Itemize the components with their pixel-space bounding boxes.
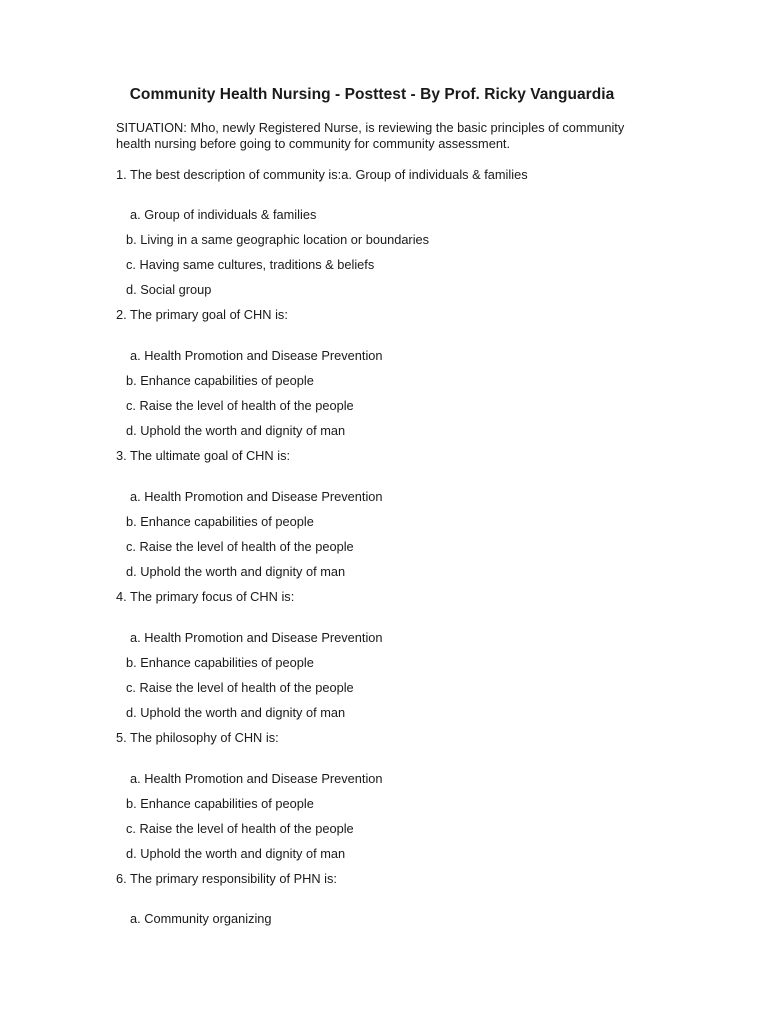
document-title: Community Health Nursing - Posttest - By Prof. Ricky Vanguardia — [129, 86, 615, 103]
question-5: 5. The philosophy of CHN is: — [116, 730, 279, 745]
question-3-option-b: b. Enhance capabilities of people — [126, 514, 314, 529]
question-5-option-a: a. Health Promotion and Disease Prevention — [130, 771, 383, 786]
question-5-option-b: b. Enhance capabilities of people — [126, 796, 314, 811]
question-4-option-d: d. Uphold the worth and dignity of man — [126, 705, 346, 720]
question-4: 4. The primary focus of CHN is: — [116, 589, 295, 604]
question-2-option-d: d. Uphold the worth and dignity of man — [126, 423, 346, 438]
question-4-option-b: b. Enhance capabilities of people — [126, 655, 314, 670]
question-1-option-a: a. Group of individuals & families — [130, 207, 317, 222]
question-1: 1. The best description of community is:a. Group of individuals & families — [116, 167, 528, 182]
situation-line-1: SITUATION: Mho, newly Registered Nurse, is reviewing the basic principles of community — [116, 120, 625, 135]
question-4-option-a: a. Health Promotion and Disease Prevention — [130, 630, 383, 645]
situation-paragraph — [116, 120, 656, 152]
question-6-option-a: a. Community organizing — [130, 911, 272, 926]
situation-line-2: health nursing before going to community for community assessment. — [116, 136, 511, 151]
question-2: 2. The primary goal of CHN is: — [116, 307, 288, 322]
question-5-option-d: d. Uphold the worth and dignity of man — [126, 846, 346, 861]
question-1-option-d: d. Social group — [126, 282, 212, 297]
question-1-option-b: b. Living in a same geographic location or boundaries — [126, 232, 430, 247]
question-2-option-a: a. Health Promotion and Disease Prevention — [130, 348, 383, 363]
question-2-option-b: b. Enhance capabilities of people — [126, 373, 314, 388]
question-5-option-c: c. Raise the level of health of the people — [126, 821, 354, 836]
question-2-option-c: c. Raise the level of health of the people — [126, 398, 354, 413]
question-3: 3. The ultimate goal of CHN is: — [116, 448, 291, 463]
question-3-option-c: c. Raise the level of health of the people — [126, 539, 354, 554]
question-3-option-d: d. Uphold the worth and dignity of man — [126, 564, 346, 579]
question-1-option-c: c. Having same cultures, traditions & beliefs — [126, 257, 375, 272]
question-6: 6. The primary responsibility of PHN is: — [116, 871, 337, 886]
question-4-option-c: c. Raise the level of health of the people — [126, 680, 354, 695]
question-3-option-a: a. Health Promotion and Disease Prevention — [130, 489, 383, 504]
